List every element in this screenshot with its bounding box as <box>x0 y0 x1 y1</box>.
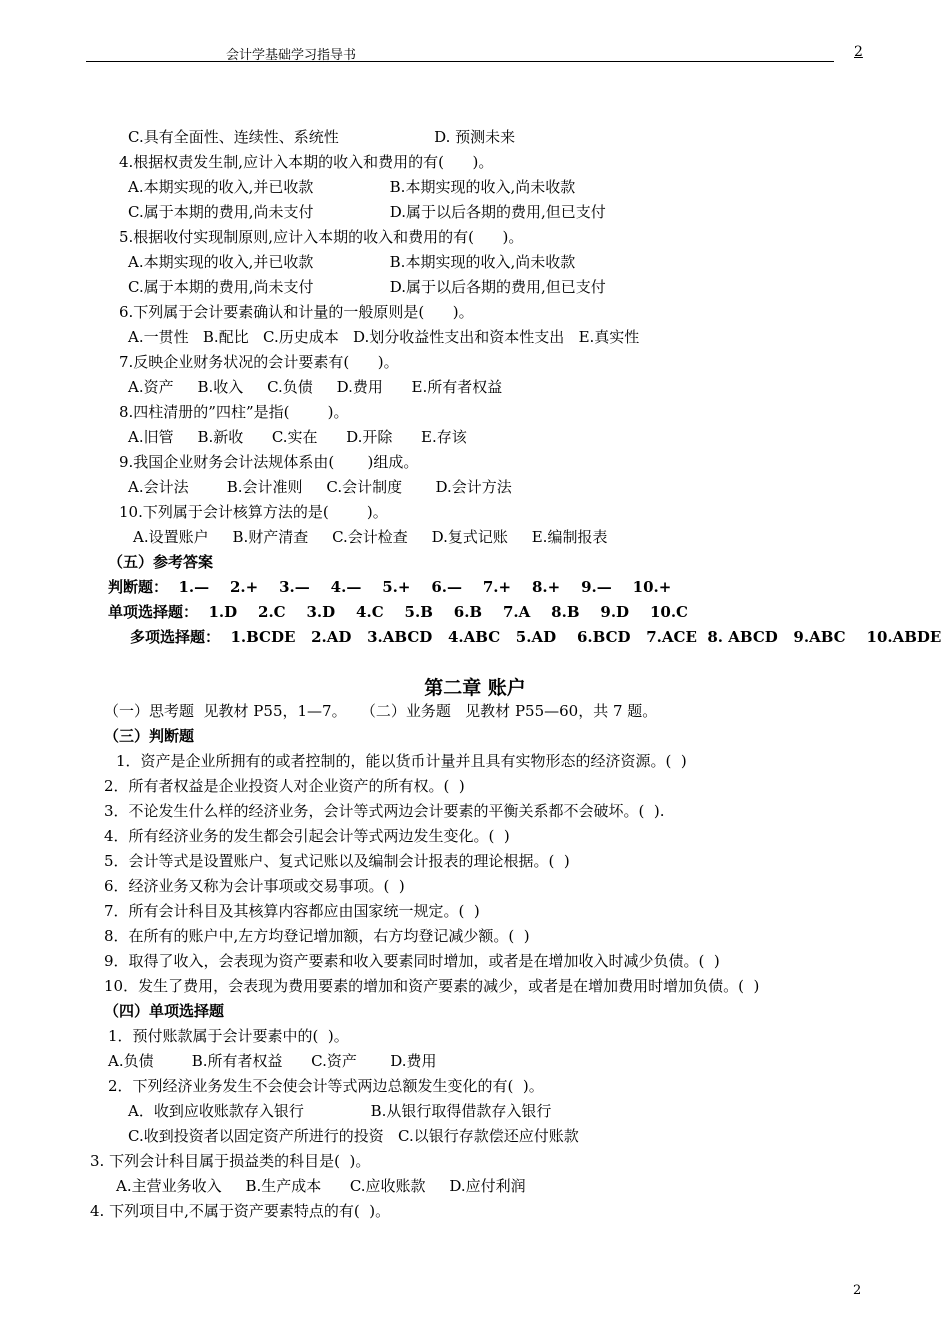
text-line: 3．不论发生什么样的经济业务，会计等式两边会计要素的平衡关系都不会破坏。( ). <box>104 802 665 820</box>
text-line: A.负债 B.所有者权益 C.资产 D.费用 <box>108 1052 437 1070</box>
text-line: （一）思考题 见教材 P55，1—7。 （二）业务题 见教材 P55—60，共 7 题。 <box>104 702 658 720</box>
text-line: C.收到投资者以固定资产所进行的投资 C.以银行存款偿还应付账款 <box>128 1127 579 1145</box>
text-line: C.具有全面性、连续性、系统性 D. 预测未来 <box>128 128 516 146</box>
text-line: （四）单项选择题 <box>104 1002 225 1020</box>
text-line: 2．下列经济业务发生不会使会计等式两边总额发生变化的有( )。 <box>108 1077 544 1095</box>
text-line: A.主营业务收入 B.生产成本 C.应收账款 D.应付利润 <box>116 1177 526 1195</box>
text-line: 1．预付账款属于会计要素中的( )。 <box>108 1027 349 1045</box>
text-line: （五）参考答案 <box>108 553 214 571</box>
text-line: 6．经济业务又称为会计事项或交易事项。( ) <box>104 877 405 895</box>
text-line: A．收到应收账款存入银行 B.从银行取得借款存入银行 <box>128 1102 552 1120</box>
text-line: C.属于本期的费用,尚未支付 D.属于以后各期的费用,但已支付 <box>128 203 606 221</box>
text-line: 10.下列属于会计核算方法的是( )。 <box>119 503 388 521</box>
text-line: A.本期实现的收入,并已收款 B.本期实现的收入,尚未收款 <box>128 253 576 271</box>
text-line: 9．取得了收入，会表现为资产要素和收入要素同时增加，或者是在增加收入时减少负债。( ) <box>104 952 720 970</box>
chapter-title: 第二章 账户 <box>424 677 526 699</box>
text-line: 7．所有会计科目及其核算内容都应由国家统一规定。( ) <box>104 902 480 920</box>
text-line: 5.根据收付实现制原则,应计入本期的收入和费用的有( )。 <box>119 228 524 246</box>
text-line: 4．所有经济业务的发生都会引起会计等式两边发生变化。( ) <box>104 827 510 845</box>
text-line: 2．所有者权益是企业投资人对企业资产的所有权。( ) <box>104 777 465 795</box>
text-line: A.旧管 B.新收 C.实在 D.开除 E.存该 <box>128 428 467 446</box>
text-line: 8.四柱清册的”四柱”是指( )。 <box>119 403 349 421</box>
text-line: 4.根据权责发生制,应计入本期的收入和费用的有( )。 <box>119 153 494 171</box>
text-line: C.属于本期的费用,尚未支付 D.属于以后各期的费用,但已支付 <box>128 278 606 296</box>
text-line: 4. 下列项目中,不属于资产要素特点的有( )。 <box>90 1202 391 1220</box>
header-rule <box>86 61 834 62</box>
text-line: 9.我国企业财务会计法规体系由( )组成。 <box>119 453 419 471</box>
text-line: A.本期实现的收入,并已收款 B.本期实现的收入,尚未收款 <box>128 178 576 196</box>
page-footer-number: 2 <box>853 1283 862 1298</box>
text-line: 10．发生了费用，会表现为费用要素的增加和资产要素的减少，或者是在增加费用时增加负债。( ) <box>104 977 760 995</box>
text-line: 1．资产是企业所拥有的或者控制的，能以货币计量并且具有实物形态的经济资源。( ) <box>116 752 687 770</box>
text-line: A.会计法 B.会计准则 C.会计制度 D.会计方法 <box>128 478 512 496</box>
text-line: 8．在所有的账户中,左方均登记增加额，右方均登记减少额。( ) <box>104 927 530 945</box>
text-line: 单项选择题： 1.D 2.C 3.D 4.C 5.B 6.B 7.A 8.B 9.D 10.C <box>108 603 688 621</box>
text-line: A.一贯性 B.配比 C.历史成本 D.划分收益性支出和资本性支出 E.真实性 <box>128 328 640 346</box>
text-line: 多项选择题： 1.BCDE 2.AD 3.ABCD 4.ABC 5.AD 6.BCD 7.ACE 8. ABCD 9.ABC 10.ABDE <box>130 628 942 646</box>
text-line: 5．会计等式是设置账户、复式记账以及编制会计报表的理论根据。( ) <box>104 852 570 870</box>
page-header-title: 会计学基础学习指导书 <box>226 48 357 63</box>
text-line: 6.下列属于会计要素确认和计量的一般原则是( )。 <box>119 303 474 321</box>
text-line: 7.反映企业财务状况的会计要素有( )。 <box>119 353 399 371</box>
text-line: 判断题： 1.— 2.+ 3.— 4.— 5.+ 6.— 7.+ 8.+ 9.— 10.+ <box>108 578 672 596</box>
text-line: A.设置账户 B.财产清查 C.会计检查 D.复式记账 E.编制报表 <box>133 528 608 546</box>
page-header-number: 2 <box>854 44 863 60</box>
text-line: （三）判断题 <box>104 727 195 745</box>
text-line: A.资产 B.收入 C.负债 D.费用 E.所有者权益 <box>128 378 503 396</box>
text-line: 3. 下列会计科目属于损益类的科目是( )。 <box>90 1152 371 1170</box>
